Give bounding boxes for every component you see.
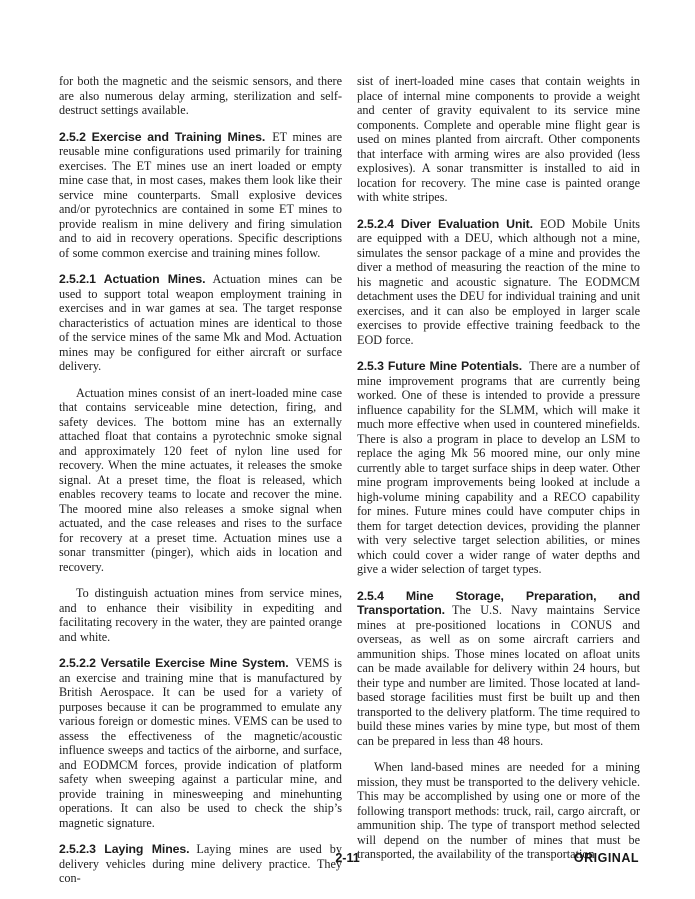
- body-text: VEMS is an exercise and training mine that is manufactured by British Aerospace. It can be used for a variety of purposes because it can be programmed to emulate any various foreign or domestic mines. VEMS can be used to assess the effectiveness of the magnetic/acoustic influence sweeps and tactics of the airborne, and surface, and EODMCM forces, provide indication of platform safety when sweeping against a particular mine, and provide training in minesweeping and minehunting operations. It can also be used to check the ship’s magnetic signature.: [59, 656, 342, 830]
- body-text: Laying mines are used by delivery vehicles during mine delivery practice. They con-: [59, 842, 342, 885]
- section-2-5-2-1: [59, 272, 342, 374]
- indented-paragraph: [59, 586, 342, 644]
- section-heading: 2.5.2.1 Actuation Mines.: [59, 272, 206, 286]
- body-text: EOD Mobile Units are equipped with a DEU, which although not a mine, simulates the sensor package of a mine and provides the diver a method of measuring the reaction of the mine to his magnetic and acoustic signature. The EODMCM detachment uses the DEU for individual training and unit exercises, and it can also be employed in larger scale exercises to provide effective training feedback to the EOD force.: [357, 216, 640, 347]
- body-text: for both the magnetic and the seismic sensors, and there are also numerous delay arming, sterilization and self-destruct settings available.: [59, 74, 342, 117]
- page-body: [59, 74, 640, 886]
- section-heading: 2.5.2.3 Laying Mines.: [59, 842, 190, 856]
- section-heading: 2.5.3 Future Mine Potentials.: [357, 359, 523, 373]
- body-text: There are a number of mine improvement programs that are currently being worked. One of these is intended to provide a pressure influence capability for the SLMM, which will make it much more effective when used in countered minefields. There is also a program in place to develop an LSM to replace the aging Mk 56 moored mine, our only mine currently able to target surface ships in deep water. Other mine program improvements being looked at include a high-volume mining capability and a RECO capability for mines. Future mines could have computer chips in them for target detection devices, providing the planner with very selective target selection abilities, or mines which could cover a wider range of water depths and give a wider selection of target types.: [357, 359, 640, 576]
- section-heading: 2.5.2.2 Versatile Exercise Mine System.: [59, 656, 289, 670]
- page-number: 2-11: [335, 851, 360, 865]
- indented-paragraph: [59, 386, 342, 575]
- section-heading: 2.5.2 Exercise and Training Mines.: [59, 129, 266, 144]
- body-text: Actuation mines can be used to support total weapon employment training in exercises and in war games at sea. The target response characteristics of actuation mines are identical to those of the service mines of the same Mk and Mod. Actuation mines may be configured for either aircraft or surface delivery.: [59, 272, 342, 373]
- section-2-5-4: [357, 589, 640, 749]
- section-heading: 2.5.4 Mine Storage, Preparation, and Transportation.: [357, 588, 640, 617]
- body-text: sist of inert-loaded mine cases that contain weights in place of internal mine components to provide a weight and center of gravity equivalent to its service mine components. Complete and operable mine flight gear is used on mines planted from aircraft. Other components that interface with arming wires are also provided (less explosives). A sonar transmitter is installed to aid in location for recovery. The mine case is painted orange with white stripes.: [357, 74, 640, 204]
- section-2-5-2-4: [357, 217, 640, 348]
- continued-paragraph: [59, 74, 342, 118]
- body-text: To distinguish actuation mines from service mines, and to enhance their visibility in expediting and facilitating recovery in the water, they are painted orange and white.: [59, 586, 342, 644]
- body-text: When land-based mines are needed for a mining mission, they must be transported to the delivery vehicle. This may be accomplished by using one or more of the following transport methods: truck, rail, cargo aircraft, or ammunition ship. The type of transport method selected will depend on the number of mines that must be transported, the availability of the transportation: [357, 760, 640, 861]
- section-2-5-3: [357, 359, 640, 577]
- section-2-5-2: [59, 130, 342, 261]
- indented-paragraph: [357, 760, 640, 862]
- left-column: [59, 74, 342, 886]
- body-text: ET mines are reusable mine configurations used primarily for training exercises. The ET mines use an inert loaded or empty mine case that, in most cases, makes them look like their service mine counterparts. Small explosive devices and/or pyrotechnics are contained in some ET mines to provide realism in mine delivery and firing simulation and to aid in recovery operations. Specific descriptions of some common exercise and training mines follow.: [59, 129, 342, 260]
- continued-paragraph: [357, 74, 640, 205]
- right-column: [357, 74, 640, 886]
- section-2-5-2-2: [59, 656, 342, 830]
- body-text: The U.S. Navy maintains Service mines at pre-positioned locations in CONUS and overseas, as well as on some aircraft carriers and ammunition ships. Those mines located on afloat units can be made available for delivery within 24 hours, but their type and number are limited. Those located at land-based storage facilities must first be built up and then transported to the delivery platform. The time required to build these mines varies by mine type, but most of them can be prepared in less than 48 hours.: [357, 603, 640, 748]
- body-text: Actuation mines consist of an inert-loaded mine case that contains serviceable mine detection, firing, and safety devices. The bottom mine has an externally attached float that contains a pyrotechnic smoke signal and approximately 120 feet of nylon line used for recovery. When the mine actuates, it releases the smoke signal. At a preset time, the float is released, which enables recovery teams to locate and recover the mine. The moored mine also releases a smoke signal when actuated, and the case releases and rises to the surface for recovery at a preset time. Actuation mines use a sonar transmitter (pinger), which aids in location and recovery.: [59, 385, 342, 574]
- section-heading: 2.5.2.4 Diver Evaluation Unit.: [357, 216, 533, 231]
- edition-marking: ORIGINAL: [573, 851, 639, 865]
